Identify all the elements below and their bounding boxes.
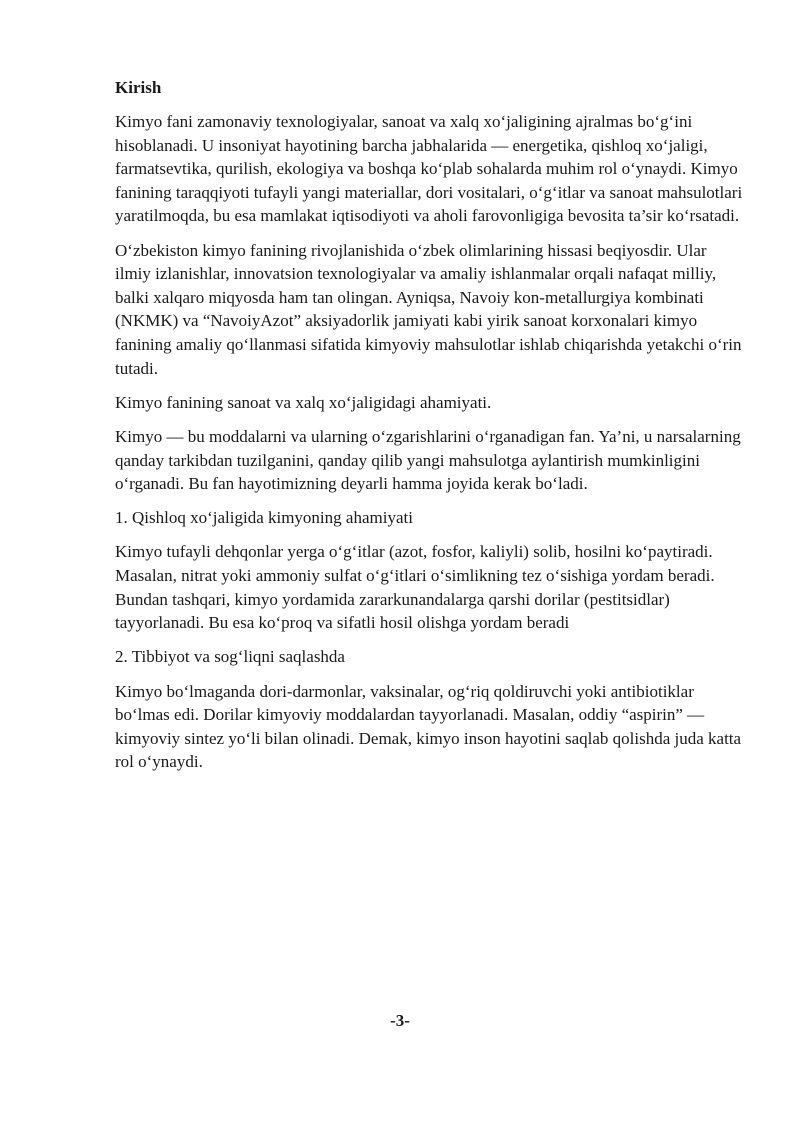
paragraph-agriculture-heading: 1. Qishloq xo‘jaligida kimyoning ahamiyati xyxy=(115,508,413,528)
paragraph-definition: Kimyo — bu moddalarni va ularning o‘zgarishlarini o‘rganadigan fan. Ya’ni, u narsalarning qanday tarkibdan tuzilganini, qanday qilib yangi mahsulotga aylantirish mumkinligini o‘rganadi. Bu fan hayotimizning deyarli hamma joyida kerak bo‘ladi. xyxy=(115,426,741,494)
paragraph-uzbekistan: O‘zbekiston kimyo fanining rivojlanishida o‘zbek olimlarining hissasi beqiyosdir. Ular ilmiy izlanishlar, innovatsion texnologiyalar va amaliy ishlanmalar orqali nafaqat milliy, balki xalqaro miqyosda ham tan olingan. Ayniqsa, Navoiy kon-metallurgiya kombinati (NKMK) va “NavoiyAzot” aksiyadorlik jamiyati kabi yirik sanoat korxonalari kimyo fanining amaliy qo‘llanmasi sifatida kimyoviy mahsulotlar ishlab chiqarishda yetakchi o‘rin tutadi. xyxy=(115,240,742,378)
paragraph-agriculture: Kimyo tufayli dehqonlar yerga o‘g‘itlar (azot, fosfor, kaliyli) solib, hosilni ko‘paytiradi. Masalan, nitrat yoki ammoniy sulfat o‘g‘itlari o‘simlikning tez o‘sishiga yordam beradi. Bundan tashqari, kimyo yordamida zararkunandalarga qarshi dorilar (pestitsidlar) tayyorlanadi. Bu esa ko‘proq va sifatli hosil olishga yordam beradi xyxy=(115,542,715,633)
paragraph-intro: Kimyo fani zamonaviy texnologiyalar, sanoat va xalq xo‘jaligining ajralmas bo‘g‘ini hisoblanadi. U insoniyat hayotining barcha jabhalarida — energetika, qishloq xo‘jaligi, farmatsevtika, qurilish, ekologiya va boshqa ko‘plab sohalarda muhim rol o‘ynaydi. Kimyo fanining taraqqiyoti tufayli yangi materiallar, dori vositalari, o‘g‘itlar va sanoat mahsulotlari yaratilmoqda, bu esa mamlakat iqtisodiyoti va aholi farovonligiga bevosita ta’sir ko‘rsatadi. xyxy=(115,112,743,226)
page-number: -3- xyxy=(390,1011,410,1030)
paragraph-medicine-heading: 2. Tibbiyot va sog‘liqni saqlashda xyxy=(115,647,345,667)
paragraph-medicine: Kimyo bo‘lmaganda dori-darmonlar, vaksinalar, og‘riq qoldiruvchi yoki antibiotiklar bo‘lmas edi. Dorilar kimyoviy moddalardan tayyorlanadi. Masalan, oddiy “aspirin” — kimyoviy sintez yo‘li bilan olinadi. Demak, kimyo inson hayotini saqlab qolishda juda katta rol o‘ynaydi. xyxy=(115,681,742,772)
section-heading: Kirish xyxy=(115,78,162,97)
paragraph-subtitle: Kimyo fanining sanoat va xalq xo‘jaligidagi ahamiyati. xyxy=(115,392,492,412)
